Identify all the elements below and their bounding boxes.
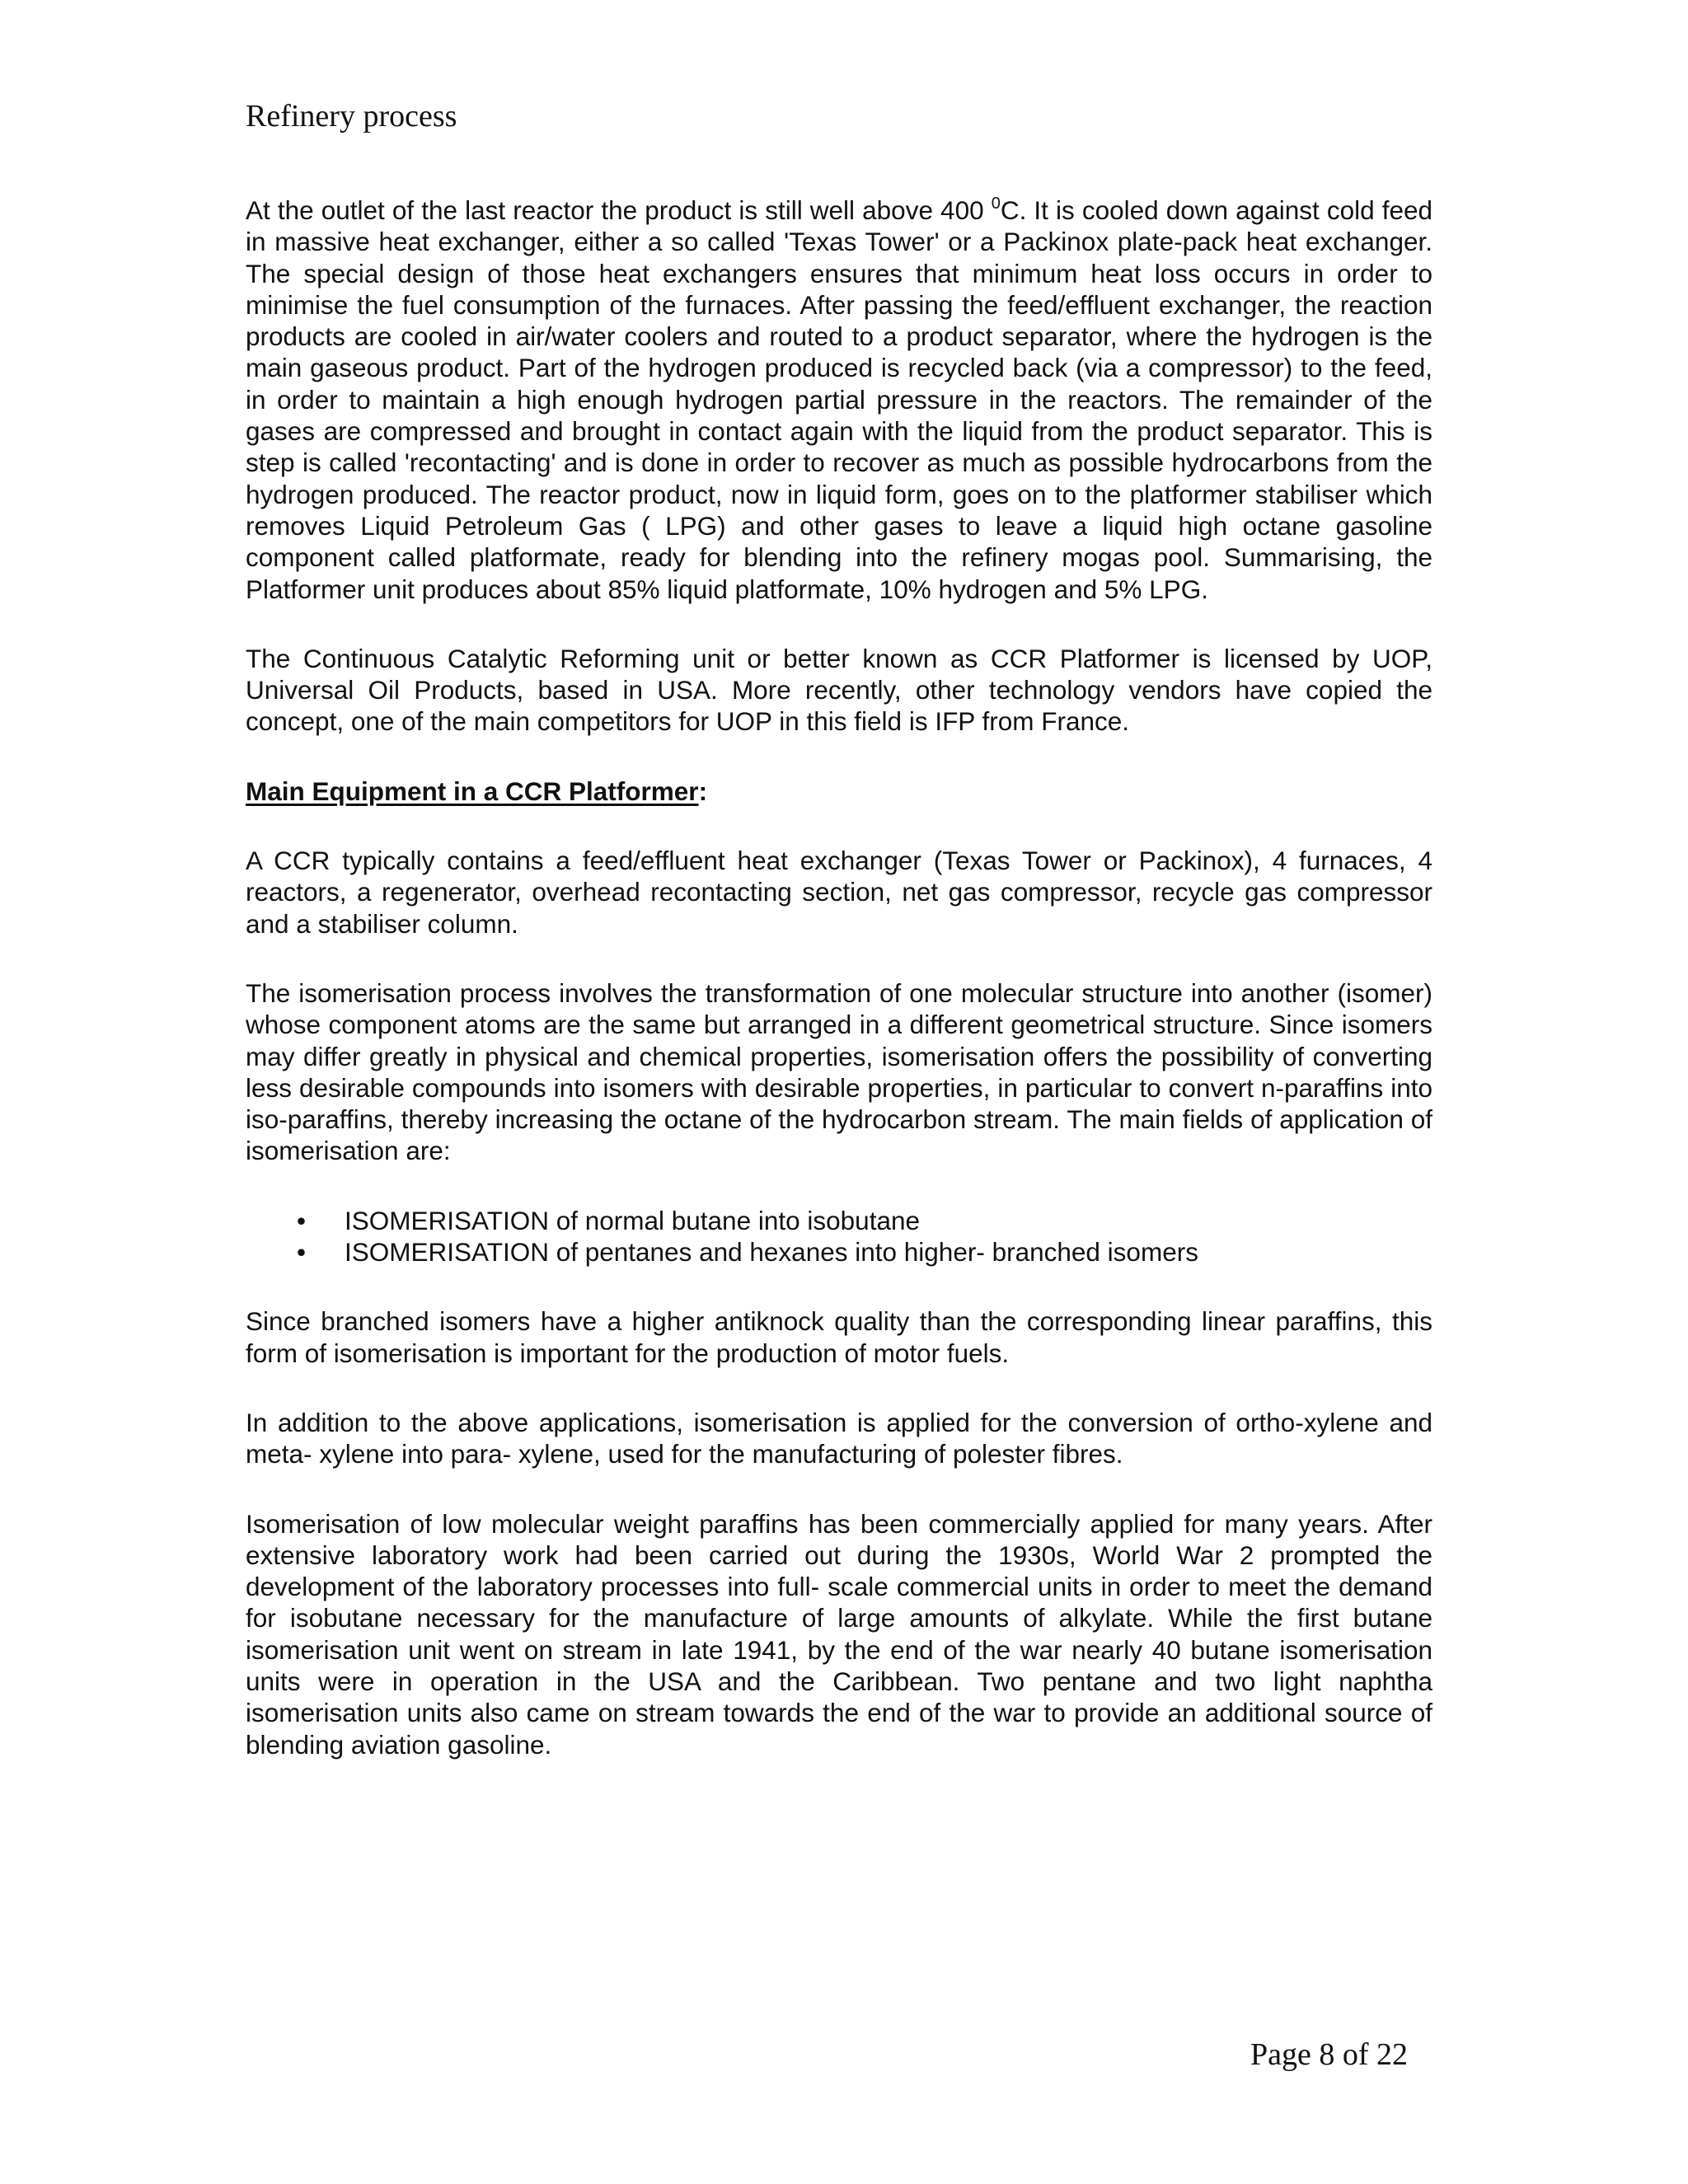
section-heading [246,776,1432,807]
bullet-icon: • [297,1237,307,1268]
paragraph-antiknock: Since branched isomers have a higher antiknock quality than the corresponding linear paraffins, this form of isomerisation is important for the production of motor fuels. [246,1306,1432,1368]
section-heading-text: Main Equipment in a CCR Platformer [246,776,699,806]
paragraph-xylene: In addition to the above applications, isomerisation is applied for the conversion of ortho-xylene and meta- xylene into para- xylene, used for the manufacturing of polester fibres. [246,1407,1432,1469]
paragraph-ccr-equipment: A CCR typically contains a feed/effluent heat exchanger (Texas Tower or Packinox), 4 furnaces, 4 reactors, a regenerator, overhead recontacting section, net gas compressor, recycle gas compressor and a stabiliser column. [246,846,1432,939]
list-item-text: ISOMERISATION of pentanes and hexanes into higher- branched isomers [345,1237,1198,1268]
page-number: Page 8 of 22 [1250,2037,1408,2072]
paragraph-reactor-outlet [246,194,1432,605]
paragraph-isomerisation-intro: The isomerisation process involves the transformation of one molecular structure into another (isomer) whose component atoms are the same but arranged in a different geometrical structure. Since isomers may differ greatly in physical and chemical properties, isomerisation offers the possibility of converting less desirable compounds into isomers with desirable properties, in particular to convert n-paraffins into iso-paraffins, thereby increasing the octane of the hydrocarbon stream. The main fields of application of isomerisation are: [246,977,1432,1166]
list-item [246,1236,1432,1268]
paragraph-text: C. It is cooled down against cold feed in massive heat exchanger, either a so called 'Texas Tower' or a Packinox plate-pack heat exchanger. The special design of those heat exchangers ensures that minimum heat loss occurs in order to minimise the fuel consumption of the furnaces. After passing the feed/effluent exchanger, the reaction products are cooled in air/water coolers and routed to a product separator, where the hydrogen is the main gaseous product. Part of the hydrogen produced is recycled back (via a compressor) to the feed, in order to maintain a high enough hydrogen partial pressure in the reactors. The remainder of the gases are compressed and brought in contact again with the liquid from the product separator. This is step is called 'recontacting' and is done in order to recover as much as possible hydrocarbons from the hydrogen produced. The reactor product, now in liquid form, goes on to the platformer stabiliser which removes Liquid Petroleum Gas ( LPG) and other gases to leave a liquid high octane gasoline component called platformate, ready for blending into the refinery mogas pool. Summarising, the Platformer unit produces about 85% liquid platformate, 10% hydrogen and 5% LPG. [246,195,1433,604]
list-item [246,1205,1432,1236]
bullet-icon: • [297,1205,307,1235]
paragraph-ccr-license: The Continuous Catalytic Reforming unit or better known as CCR Platformer is licensed by UOP, Universal Oil Products, based in USA. More recently, other technology vendors have copied the concept, one of the main competitors for UOP in this field is IFP from France. [246,643,1432,737]
bullet-list [246,1205,1432,1268]
section-heading-colon: : [698,776,708,806]
paragraph-history: Isomerisation of low molecular weight paraffins has been commercially applied for many years. After extensive laboratory work had been carried out during the 1930s, World War 2 prompted the development of the laboratory processes into full- scale commercial units in order to meet the demand for isobutane necessary for the manufacture of large amounts of alkylate. While the first butane isomerisation unit went on stream in late 1941, by the end of the war nearly 40 butane isomerisation units were in operation in the USA and the Caribbean. Two pentane and two light naphtha isomerisation units also came on stream towards the end of the war to provide an additional source of blending aviation gasoline. [246,1508,1432,1760]
document-body [246,194,1432,1798]
degree-superscript: 0 [991,194,1001,213]
paragraph-text: At the outlet of the last reactor the product is still well above 400 [246,195,992,225]
page-header-title: Refinery process [246,99,457,134]
list-item-text: ISOMERISATION of normal butane into isobutane [345,1205,920,1235]
